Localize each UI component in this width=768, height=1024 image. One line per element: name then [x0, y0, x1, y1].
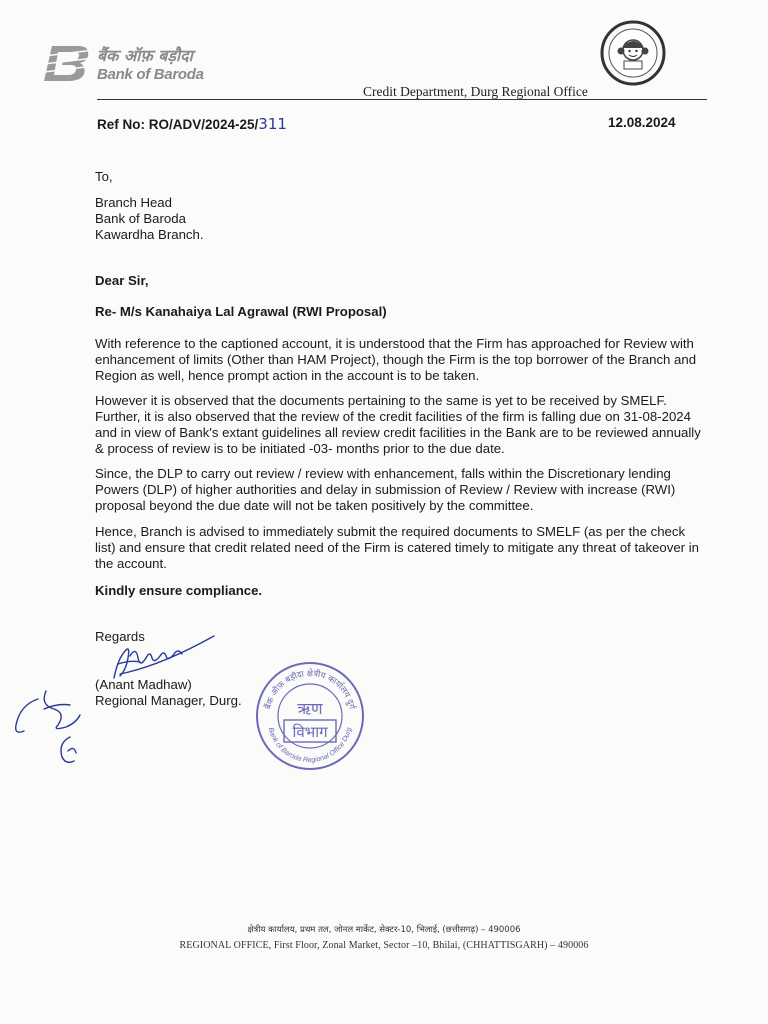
subject-line: Re- M/s Kanahaiya Lal Agrawal (RWI Proposal): [95, 304, 387, 319]
bank-name-hindi: बैंक ऑफ़ बड़ौदा: [97, 46, 193, 65]
stamp-center-top: ऋण: [297, 699, 323, 718]
reference-number-handwritten: 311: [258, 115, 287, 133]
header-divider: [97, 99, 707, 100]
signatory-designation: Regional Manager, Durg.: [95, 693, 242, 708]
signatory-name: (Anant Madhaw): [95, 677, 192, 692]
to-label: To,: [95, 169, 113, 184]
body-paragraph: With reference to the captioned account, it is understood that the Firm has approached for Review with enhancement of limits (Other than HAM Project), though the Firm is the top borrower of the Branch and Region as well, hence prompt action in the account is to be taken.: [95, 336, 697, 383]
regards-label: Regards: [95, 629, 145, 644]
handwritten-initials-icon: [10, 685, 90, 775]
recipient-line: Branch Head: [95, 195, 172, 210]
reference-number-printed: Ref No: RO/ADV/2024-25/: [97, 117, 259, 132]
letter-date: 12.08.2024: [608, 115, 676, 130]
handwritten-signature-icon: [100, 628, 220, 688]
compliance-line: Kindly ensure compliance.: [95, 583, 263, 598]
footer-address-english: REGIONAL OFFICE, First Floor, Zonal Market, Sector –10, Bhilai, (CHHATTISGARH) – 490006: [179, 940, 589, 951]
department-name: Credit Department, Durg Regional Office: [363, 84, 588, 99]
recipient-line: Kawardha Branch.: [95, 227, 204, 242]
stamp-ring-hindi: बैंक ऑफ़ बड़ौदा क्षेत्रीय कार्यालय दुर्ग: [263, 668, 357, 711]
recipient-address: [95, 195, 204, 243]
recipient-line: Bank of Baroda: [95, 211, 186, 226]
reference-number: [97, 115, 287, 133]
bank-of-baroda-logo-icon: [44, 44, 94, 82]
salutation: Dear Sir,: [95, 273, 149, 288]
beti-bachao-emblem-icon: [600, 20, 666, 86]
body-paragraph: Since, the DLP to carry out review / review with enhancement, falls within the Discretionary lending Powers (DLP) of higher authorities and delay in submission of Review / Review with increase (RWI) proposal beyond the due date will not be taken positively by the committee.: [95, 466, 676, 513]
footer-address-hindi: क्षेत्रीय कार्यालय, प्रथम तल, जोनल मार्केट, सेक्टर-10, भिलाई, (छत्तीसगढ़) – 490006: [247, 925, 521, 935]
stamp-center-bottom: विभाग: [292, 723, 328, 741]
bank-name-english: Bank of Baroda: [97, 66, 204, 83]
stamp-ring-english: Bank of Baroda Regional Office Durg: [266, 726, 354, 765]
credit-department-stamp: [254, 660, 366, 772]
body-paragraph: Hence, Branch is advised to immediately submit the required documents to SMELF (as per the check list) and ensure that credit related need of the Firm is catered timely to mitigate any threat of takeover in the account.: [95, 524, 699, 571]
body-paragraph: However it is observed that the documents pertaining to the same is yet to be received by SMELF. Further, it is also observed that the review of the credit facilities of the firm is falling due on 31-08-2024 and in view of Bank's extant guidelines all review credit facilities in the Bank are to be reviewed annually & process of review is to be initiated -03- months prior to the due date.: [95, 393, 701, 456]
